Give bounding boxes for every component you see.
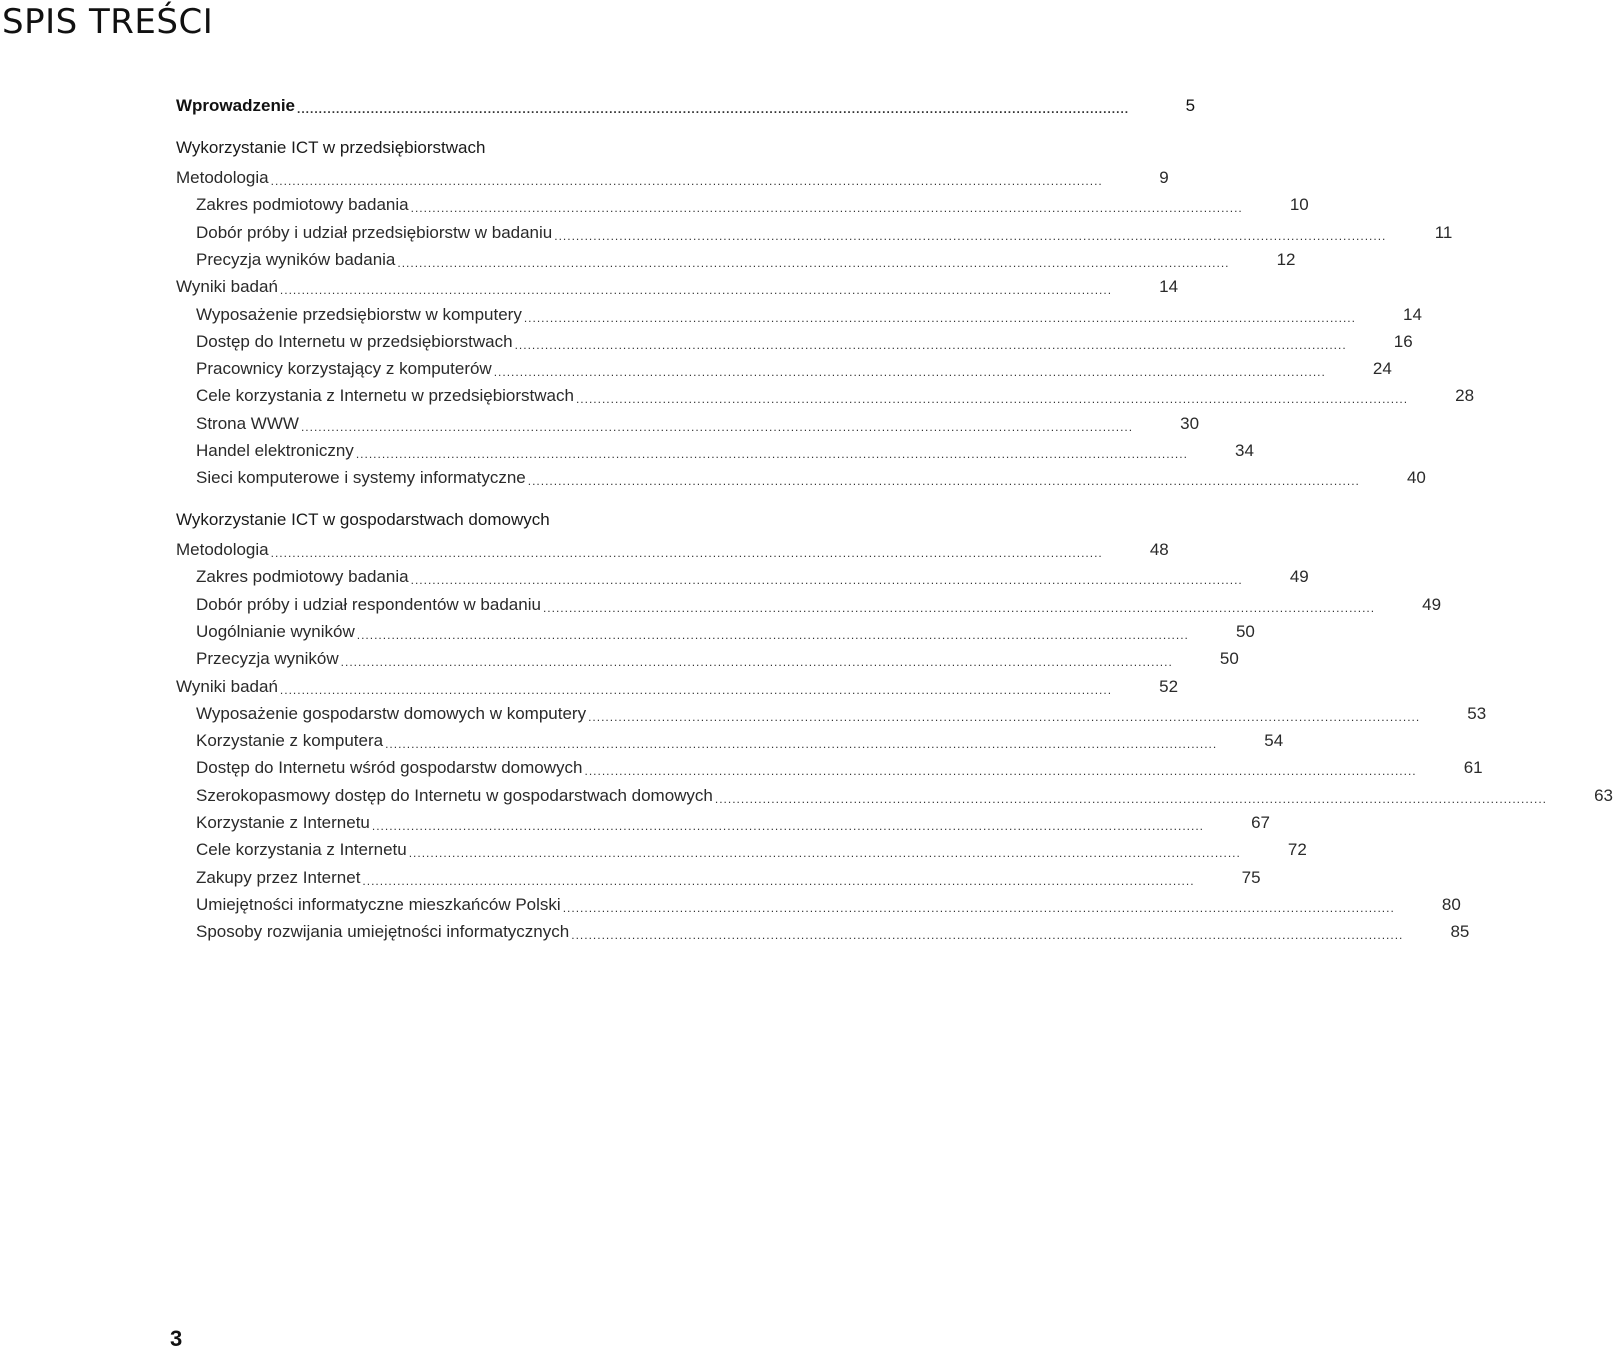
toc-entry[interactable]	[196, 809, 1270, 833]
leader-dots	[385, 737, 1217, 751]
toc-entry-text: Dobór próby i udział respondentów w badaniu	[196, 594, 541, 614]
toc-entry-page: 28	[1455, 386, 1475, 406]
leader-dots	[515, 338, 1347, 352]
toc-entry-text: Zakres podmiotowy badania	[196, 567, 409, 587]
toc-entry-text: Korzystanie z komputera	[196, 731, 384, 751]
page-number: 3	[170, 1326, 183, 1351]
leader-dots	[524, 311, 1356, 325]
toc-entry-text: Precyzja wyników badania	[196, 249, 396, 269]
toc-entry[interactable]	[196, 410, 1200, 434]
toc-entry-page: 16	[1393, 331, 1413, 351]
toc-entry[interactable]	[196, 645, 1239, 669]
toc-entry-text: Wprowadzenie	[176, 96, 296, 115]
toc-entry-text: Sieci komputerowe i systemy informatyczne	[196, 468, 526, 488]
toc-entry[interactable]	[196, 727, 1284, 751]
toc-entry-text: Wyposażenie gospodarstw domowych w komputery	[196, 703, 587, 723]
leader-dots	[494, 365, 1326, 379]
leader-dots	[280, 683, 1112, 697]
toc-entry-text: Umiejętności informatyczne mieszkańców Polski	[196, 894, 561, 914]
leader-dots	[297, 102, 1129, 116]
toc-entry[interactable]	[196, 219, 1453, 243]
leader-dots	[543, 601, 1375, 615]
leader-dots	[409, 846, 1241, 860]
toc-entry[interactable]	[196, 836, 1307, 860]
leader-dots	[301, 420, 1133, 434]
toc-entry-page: 14	[1159, 277, 1179, 297]
leader-dots	[372, 819, 1204, 833]
toc-entry-page: 11	[1434, 222, 1453, 242]
section-heading: Wykorzystanie ICT w gospodarstwach domowych	[176, 510, 550, 529]
leader-dots	[588, 710, 1420, 724]
leader-dots	[584, 764, 1416, 778]
toc-entry-page: 54	[1264, 731, 1284, 751]
toc-entry-page: 52	[1159, 676, 1179, 696]
toc-entry-text: Cele korzystania z Internetu	[196, 840, 407, 860]
leader-dots	[411, 201, 1243, 215]
toc-entry-text: Przecyzja wyników	[196, 649, 339, 669]
leader-dots	[554, 229, 1386, 243]
leader-dots	[576, 392, 1408, 406]
toc-entry-page: 40	[1406, 468, 1426, 488]
toc-entry-text: Dostęp do Internetu w przedsiębiorstwach	[196, 331, 513, 351]
toc-entry[interactable]	[196, 782, 1613, 806]
toc-entry-text: Handel elektroniczny	[196, 441, 354, 460]
toc-entry-page: 67	[1251, 813, 1270, 832]
toc-entry-text: Zakupy przez Internet	[196, 867, 361, 887]
leader-dots	[397, 256, 1229, 270]
toc-entry[interactable]	[196, 464, 1426, 488]
toc-entry-text: Wyniki badań	[176, 676, 278, 696]
toc-entry[interactable]	[176, 273, 1179, 297]
toc-entry-page: 61	[1463, 758, 1483, 778]
leader-dots	[341, 655, 1173, 669]
toc-entry[interactable]	[196, 918, 1470, 942]
toc-entry-page: 80	[1441, 894, 1461, 914]
toc-entry-page: 10	[1289, 195, 1309, 215]
toc-entry-text: Sposoby rozwijania umiejętności informatycznych	[196, 922, 570, 942]
toc-entry[interactable]	[196, 700, 1487, 724]
leader-dots	[571, 928, 1403, 942]
leader-dots	[271, 174, 1103, 188]
toc-entry[interactable]	[196, 382, 1475, 406]
toc-entry-page: 53	[1467, 703, 1487, 723]
leader-dots	[271, 546, 1103, 560]
leader-dots	[280, 283, 1112, 297]
toc-entry[interactable]	[196, 437, 1254, 461]
toc-entry-page: 34	[1235, 441, 1254, 460]
toc-entry-text: Metodologia	[176, 168, 269, 187]
toc-entry[interactable]	[196, 355, 1392, 379]
toc-entry-text: Zakres podmiotowy badania	[196, 195, 409, 215]
toc-entry-text: Pracownicy korzystający z komputerów	[196, 359, 492, 379]
toc-entry[interactable]	[196, 328, 1413, 352]
toc-entry[interactable]	[196, 754, 1483, 778]
toc-entry[interactable]	[176, 164, 1169, 188]
toc-entry[interactable]	[196, 301, 1422, 325]
toc-entry-page: 63	[1594, 785, 1613, 805]
toc-entry-page: 50	[1219, 649, 1239, 669]
toc-entry-text: Dobór próby i udział przedsiębiorstw w badaniu	[196, 222, 553, 242]
section-heading: Wykorzystanie ICT w przedsiębiorstwach	[176, 138, 486, 157]
page-title: SPIS TREŚCI	[2, 2, 214, 42]
toc-entry[interactable]	[196, 891, 1461, 915]
toc-entry[interactable]	[196, 563, 1309, 587]
toc-entry-text: Dostęp do Internetu wśród gospodarstw domowych	[196, 758, 583, 778]
toc-entry-text: Wyposażenie przedsiębiorstw w komputery	[196, 304, 522, 324]
toc-entry-page: 12	[1276, 249, 1296, 269]
leader-dots	[528, 474, 1360, 488]
toc-entry-text: Cele korzystania z Internetu w przedsiębiorstwach	[196, 386, 574, 406]
toc-entry[interactable]	[196, 246, 1296, 270]
toc-entry-page: 30	[1180, 413, 1200, 433]
toc-entry-page: 24	[1372, 359, 1392, 379]
toc-entry-text: Uogólnianie wyników	[196, 621, 355, 641]
toc-entry-text: Metodologia	[176, 540, 269, 559]
toc-entry-text: Strona WWW	[196, 413, 299, 433]
toc-entry-page: 85	[1450, 922, 1470, 942]
toc-entry-page: 49	[1289, 567, 1309, 587]
leader-dots	[356, 447, 1188, 461]
toc-entry-page: 5	[1185, 96, 1196, 115]
toc-entry-page: 9	[1159, 168, 1169, 187]
toc-entry-text: Szerokopasmowy dostęp do Internetu w gospodarstwach domowych	[196, 785, 713, 805]
toc-entry[interactable]	[196, 191, 1309, 215]
toc-entry-text: Korzystanie z Internetu	[196, 813, 370, 832]
toc-entry-page: 49	[1422, 594, 1442, 614]
leader-dots	[563, 901, 1395, 915]
toc-entry-page: 50	[1235, 621, 1255, 641]
toc-entry[interactable]	[176, 536, 1169, 560]
toc-entry-page: 14	[1403, 304, 1422, 324]
toc-entry[interactable]	[196, 591, 1442, 615]
toc-entry-text: Wyniki badań	[176, 277, 278, 297]
leader-dots	[362, 874, 1194, 888]
toc-entry[interactable]	[176, 673, 1179, 697]
leader-dots	[357, 628, 1189, 642]
leader-dots	[715, 792, 1547, 806]
toc-entry-page: 48	[1149, 540, 1169, 559]
toc-entry-intro[interactable]	[176, 92, 1196, 116]
toc-entry-page: 72	[1287, 840, 1307, 860]
toc-entry[interactable]	[196, 618, 1255, 642]
leader-dots	[411, 573, 1243, 587]
toc-entry[interactable]	[196, 864, 1261, 888]
toc-entry-page: 75	[1241, 867, 1261, 887]
